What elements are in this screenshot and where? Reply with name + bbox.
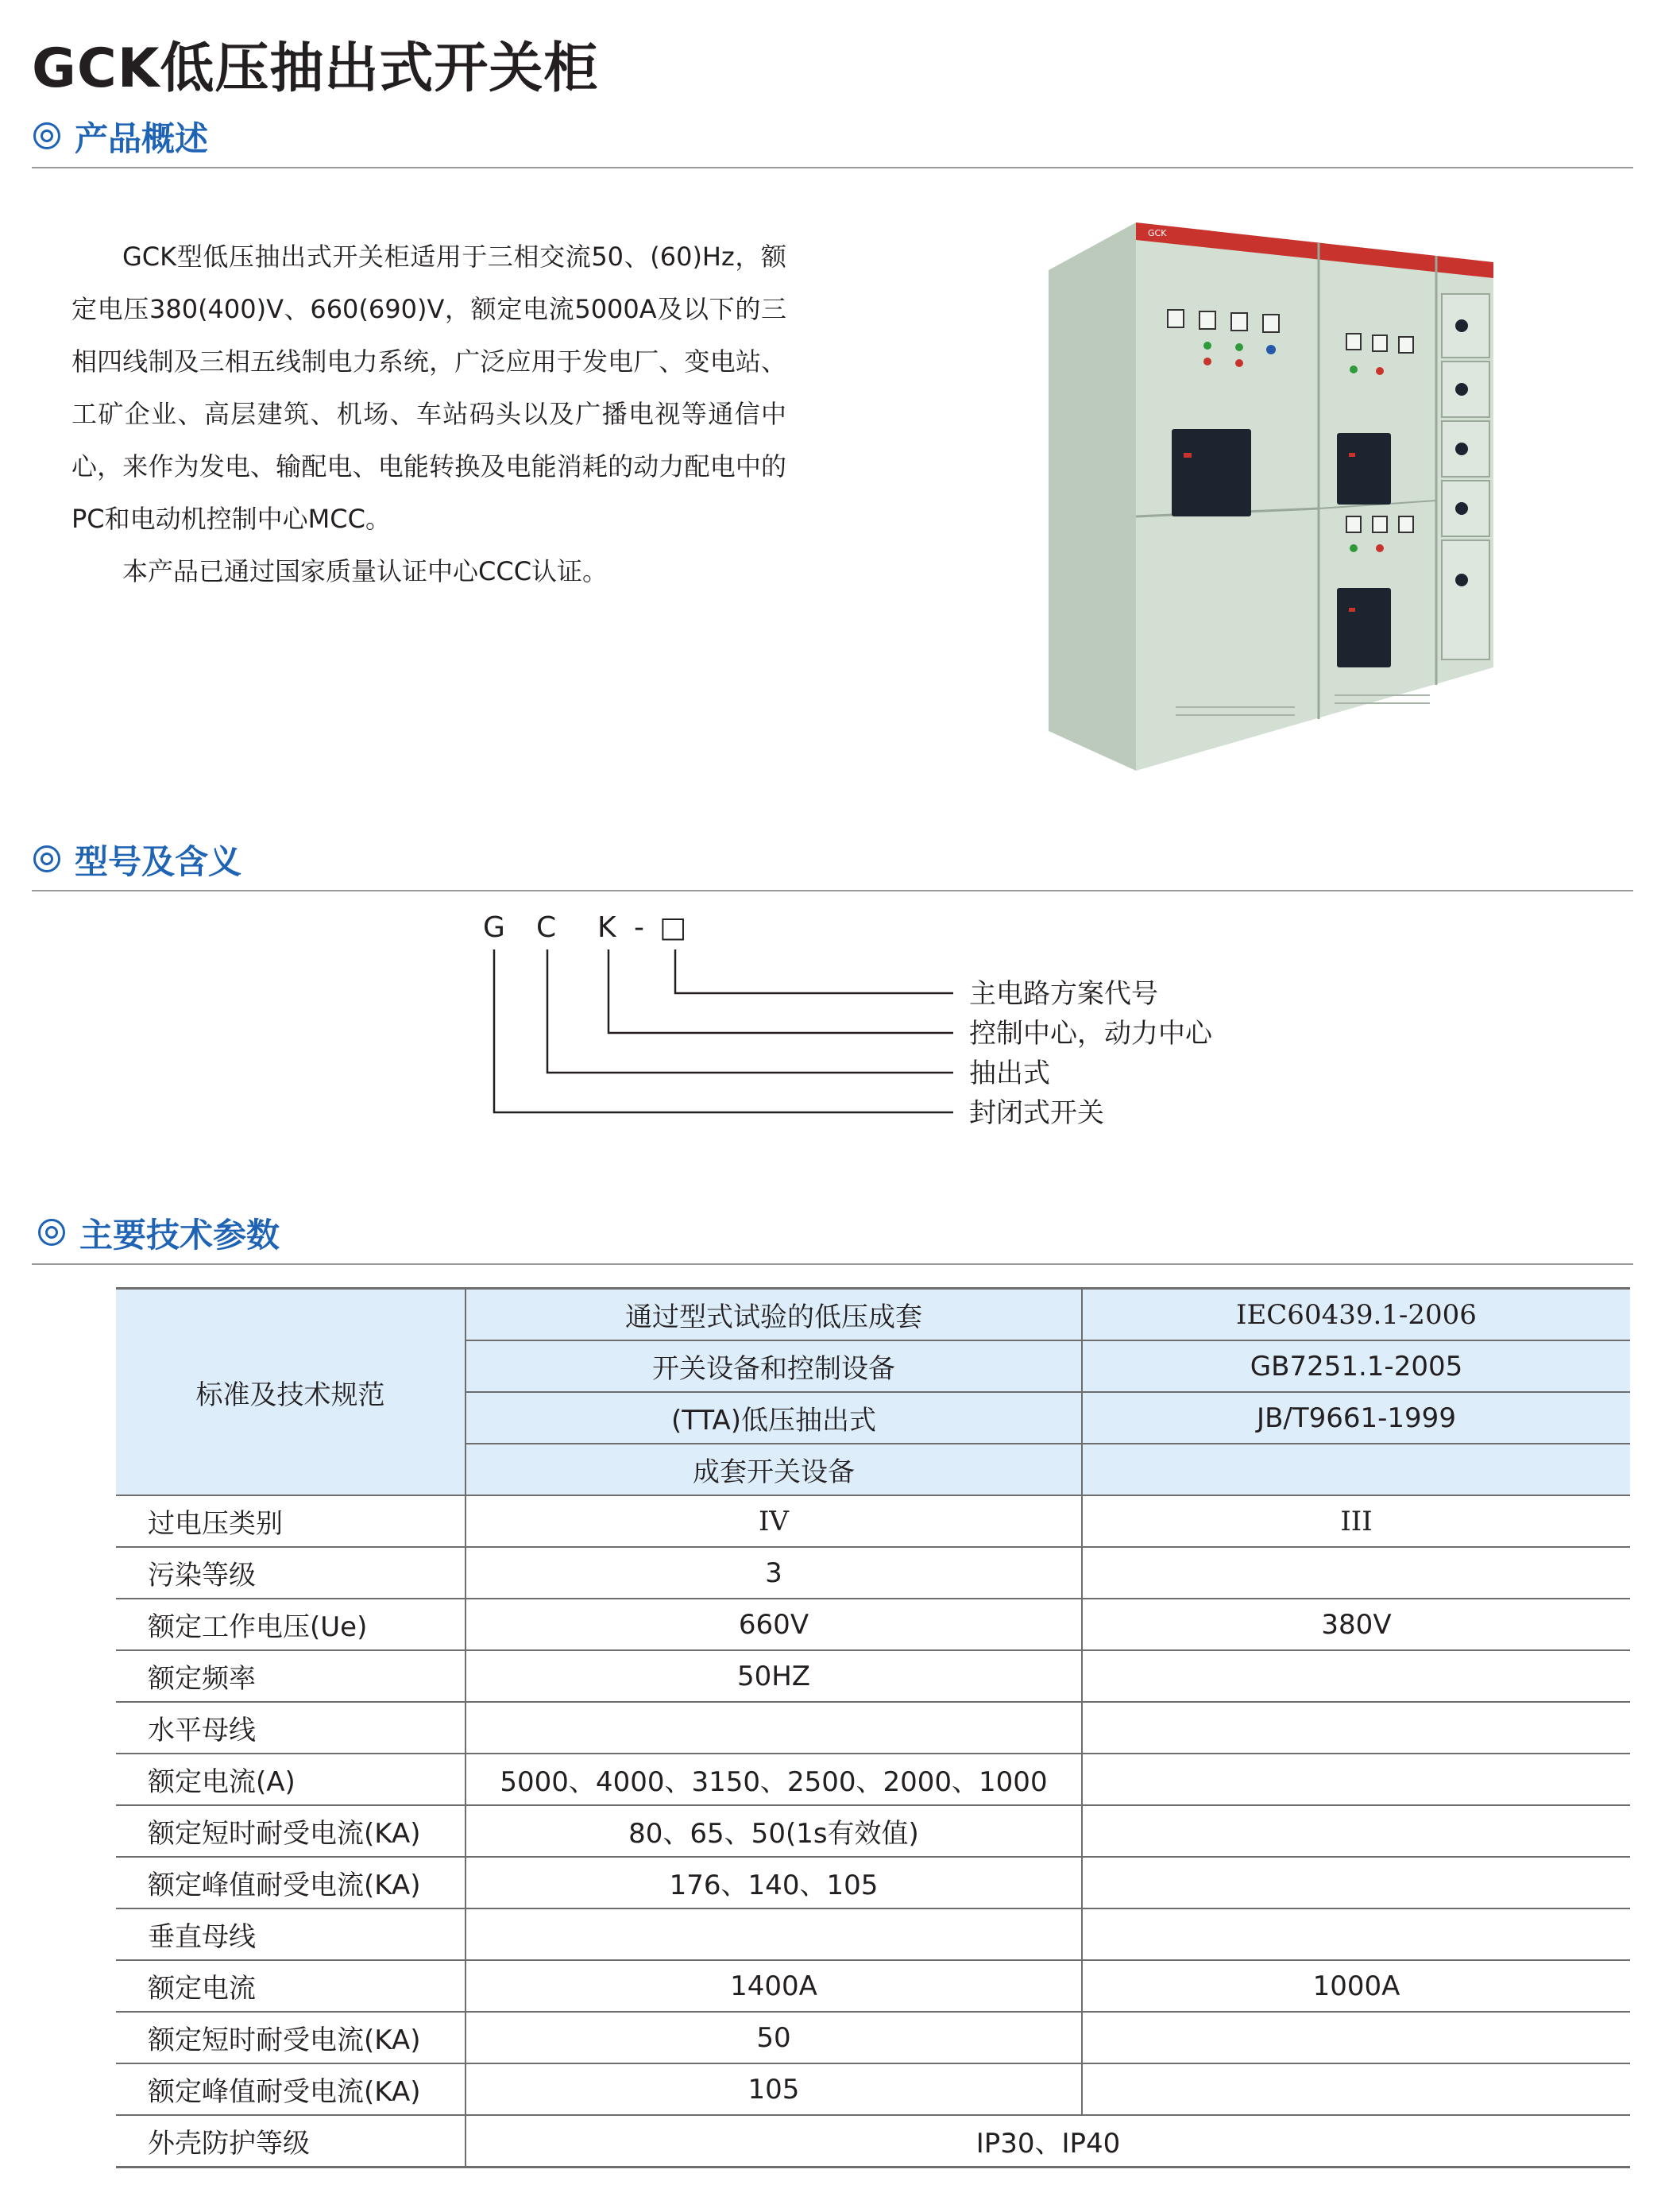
- table-row: [116, 1857, 1630, 1908]
- model-letter-k: K: [597, 911, 616, 944]
- section-heading-params: [32, 1208, 1633, 1265]
- section-heading-model: [32, 834, 1633, 891]
- model-code-diagram: [461, 911, 1255, 1152]
- table-row: [116, 1805, 1630, 1857]
- table-cell-name: 额定工作电压(Ue): [116, 1599, 466, 1650]
- table-cell-name: 额定电流(A): [116, 1754, 466, 1805]
- table-cell: [1082, 1547, 1630, 1599]
- bullet-circle-icon: [33, 845, 60, 872]
- table-row: [116, 2012, 1630, 2063]
- table-cell-name: 垂直母线: [116, 1908, 466, 1960]
- table-row: [116, 1495, 1630, 1547]
- table-row: [116, 1754, 1630, 1805]
- model-meaning: 封闭式开关: [969, 1097, 1104, 1129]
- page-title: GCK低压抽出式开关柜: [32, 37, 599, 100]
- table-cell-name: 额定峰值耐受电流(KA): [116, 1857, 466, 1908]
- table-cell: 380V: [1082, 1599, 1630, 1650]
- table-cell-name: 外壳防护等级: [116, 2115, 466, 2168]
- table-cell-name: 额定短时耐受电流(KA): [116, 2012, 466, 2063]
- table-row: [116, 2115, 1630, 2168]
- section-heading-text: 产品概述: [75, 119, 209, 158]
- table-cell: 3: [466, 1547, 1082, 1599]
- cabinet-label: GCK: [1148, 228, 1167, 238]
- table-cell: [1082, 2012, 1630, 2063]
- table-cell: 50HZ: [466, 1650, 1082, 1702]
- table-cell: [466, 1702, 1082, 1754]
- model-meaning: 主电路方案代号: [969, 978, 1158, 1010]
- table-cell: GB7251.1-2005: [1082, 1340, 1630, 1392]
- table-cell-name: 额定电流: [116, 1960, 466, 2012]
- table-row: [116, 1289, 1630, 1341]
- table-cell: JB/T9661-1999: [1082, 1392, 1630, 1444]
- table-row: [116, 1908, 1630, 1960]
- section-heading-text: 型号及含义: [75, 842, 242, 881]
- section-heading-text: 主要技术参数: [79, 1216, 280, 1255]
- section-heading-overview: [32, 111, 1633, 168]
- bullet-circle-icon: [38, 1219, 65, 1246]
- overview-text: [71, 230, 786, 597]
- table-cell: [1082, 2063, 1630, 2115]
- table-cell: [1082, 1805, 1630, 1857]
- table-cell: [1082, 1702, 1630, 1754]
- table-row: [116, 1650, 1630, 1702]
- table-cell: [466, 1908, 1082, 1960]
- table-cell: 660V: [466, 1599, 1082, 1650]
- switchgear-cabinet-image: [1033, 215, 1509, 779]
- model-letter-c: C: [536, 911, 557, 944]
- table-cell: [1082, 1857, 1630, 1908]
- table-cell: [1082, 1908, 1630, 1960]
- table-row: [116, 2063, 1630, 2115]
- bullet-circle-icon: [33, 122, 60, 149]
- table-row: [116, 1960, 1630, 2012]
- table-cell: 5000、4000、3150、2500、2000、1000: [466, 1754, 1082, 1805]
- table-cell: 105: [466, 2063, 1082, 2115]
- table-cell-standards-label: 标准及技术规范: [116, 1289, 466, 1496]
- table-cell: IEC60439.1-2006: [1082, 1289, 1630, 1341]
- table-cell-name: 过电压类别: [116, 1495, 466, 1547]
- table-row: [116, 1547, 1630, 1599]
- table-cell: 开关设备和控制设备: [466, 1340, 1082, 1392]
- model-dash: -: [634, 911, 644, 944]
- table-cell: IP30、IP40: [466, 2115, 1630, 2168]
- table-cell: IV: [466, 1495, 1082, 1547]
- table-cell: 1400A: [466, 1960, 1082, 2012]
- table-cell-name: 额定短时耐受电流(KA): [116, 1805, 466, 1857]
- table-cell: 176、140、105: [466, 1857, 1082, 1908]
- model-box-placeholder: □: [659, 911, 687, 944]
- model-meaning: 控制中心，动力中心: [969, 1018, 1212, 1050]
- table-cell: 通过型式试验的低压成套: [466, 1289, 1082, 1341]
- table-cell: 1000A: [1082, 1960, 1630, 2012]
- table-cell-name: 额定频率: [116, 1650, 466, 1702]
- table-cell: [1082, 1754, 1630, 1805]
- table-cell-name: 污染等级: [116, 1547, 466, 1599]
- overview-paragraph: GCK型低压抽出式开关柜适用于三相交流50、(60)Hz，额定电压380(400)V、660(690)V，额定电流5000A及以下的三相四线制及三相五线制电力系统，广泛应用于发电厂、变电站、工矿企业、高层建筑、机场、车站码头以及广播电视等通信中心，来作为发电、输配电、电能转换及电能消耗的动力配电中的PC和电动机控制中心MCC。: [71, 242, 786, 534]
- overview-paragraph: 本产品已通过国家质量认证中心CCC认证。: [122, 556, 608, 586]
- table-cell-name: 水平母线: [116, 1702, 466, 1754]
- table-cell: III: [1082, 1495, 1630, 1547]
- technical-parameters-table: [116, 1287, 1630, 2168]
- table-cell: 50: [466, 2012, 1082, 2063]
- table-cell-name: 额定峰值耐受电流(KA): [116, 2063, 466, 2115]
- table-cell: [1082, 1650, 1630, 1702]
- table-cell: 成套开关设备: [466, 1444, 1082, 1495]
- table-cell: (TTA)低压抽出式: [466, 1392, 1082, 1444]
- table-row: [116, 1702, 1630, 1754]
- model-meaning: 抽出式: [969, 1058, 1050, 1089]
- table-cell: [1082, 1444, 1630, 1495]
- table-cell: 80、65、50(1s有效值): [466, 1805, 1082, 1857]
- model-letter-g: G: [483, 911, 505, 944]
- table-row: [116, 1599, 1630, 1650]
